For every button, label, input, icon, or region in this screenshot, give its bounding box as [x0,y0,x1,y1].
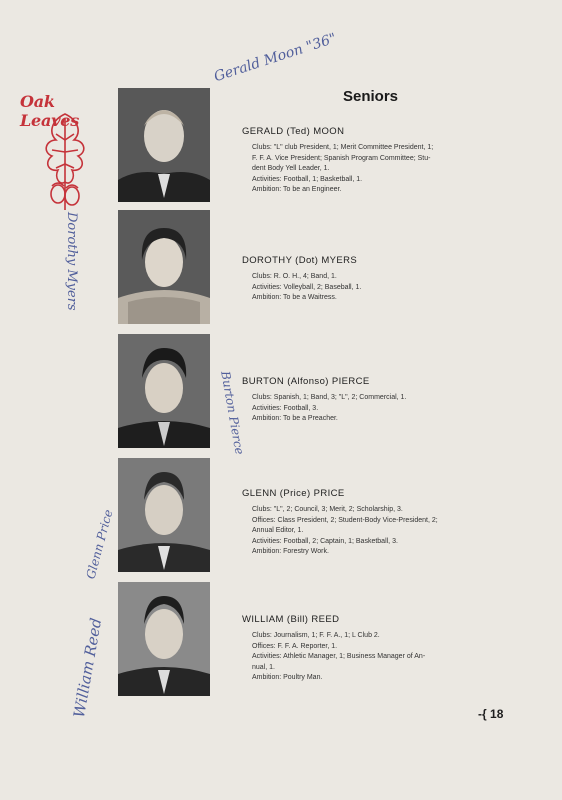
senior-detail-line: Ambition: To be an Engineer. [252,186,342,193]
handwritten-signature: Dorothy Myers [64,212,79,311]
senior-entry [242,126,512,196]
senior-name: BURTON (Alfonso) PIERCE [242,376,370,387]
senior-detail-line: Activities: Football, 3. [252,404,319,412]
senior-detail-line: Clubs: "L", 2; Council, 3; Merit, 2; Scholarship, 3. [252,506,403,513]
senior-detail-line: Clubs: R. O. H., 4; Band, 1. [252,273,337,280]
senior-entry [242,376,512,425]
senior-entry [242,488,512,558]
senior-name: GLENN (Price) PRICE [242,488,345,499]
page-number [478,707,503,721]
senior-detail-line: Annual Editor, 1. [252,527,304,534]
senior-photo [118,210,210,324]
senior-name: GERALD (Ted) MOON [242,126,345,137]
senior-detail-line: Activities: Football, 2; Captain, 1; Basketball, 3. [252,537,398,545]
page-mark: -{ [478,707,487,721]
senior-detail-line: Activities: Football, 1; Basketball, 1. [252,175,363,183]
oak-leaves-logo [20,92,112,222]
handwritten-signature: William Reed [70,616,106,720]
senior-name: DOROTHY (Dot) MYERS [242,255,358,266]
senior-detail-line: Offices: F. F. A. Reporter, 1. [252,642,338,650]
senior-photo [118,88,210,202]
senior-detail-line: Activities: Volleyball, 2; Baseball, 1. [252,283,362,291]
senior-entry [242,255,512,304]
senior-photo [118,582,210,696]
senior-detail-line: Activities: Athletic Manager, 1; Business Manager of An- [252,653,426,660]
senior-name: WILLIAM (Bill) REED [242,614,340,625]
handwritten-signature: Glenn Price [83,508,116,581]
senior-detail-line: Ambition: To be a Preacher. [252,415,338,422]
senior-detail-line: Ambition: Poultry Man. [252,674,323,681]
senior-detail-line: Ambition: Forestry Work. [252,548,329,555]
senior-photo [118,334,210,448]
senior-detail-line: Clubs: Spanish, 1; Band, 3; "L", 2; Commercial, 1. [252,394,407,401]
oak-leaf-icon [30,110,100,220]
handwritten-signature: Gerald Moon "36" [212,30,339,86]
handwritten-signature: Burton Pierce [218,370,247,456]
senior-detail-line: F. F. A. Vice President; Spanish Program Committee; Stu- [252,154,431,162]
senior-detail-line: Clubs: Journalism, 1; F. F. A., 1; L Club 2. [252,632,380,639]
senior-detail-line: nual, 1. [252,663,275,671]
senior-detail-line: Offices: Class President, 2; Student-Body Vice-President, 2; [252,516,438,524]
senior-entry [242,614,512,684]
logo-text: Oak Leaves [20,92,80,130]
senior-detail-line: dent Body Yell Leader, 1. [252,165,330,172]
senior-detail-line: Clubs: "L" club President, 1; Merit Committee President, 1; [252,144,434,151]
page-title: Seniors [343,88,399,105]
senior-photo [118,458,210,572]
page-number-value: 18 [490,707,504,721]
senior-detail-line: Ambition: To be a Waitress. [252,294,337,301]
